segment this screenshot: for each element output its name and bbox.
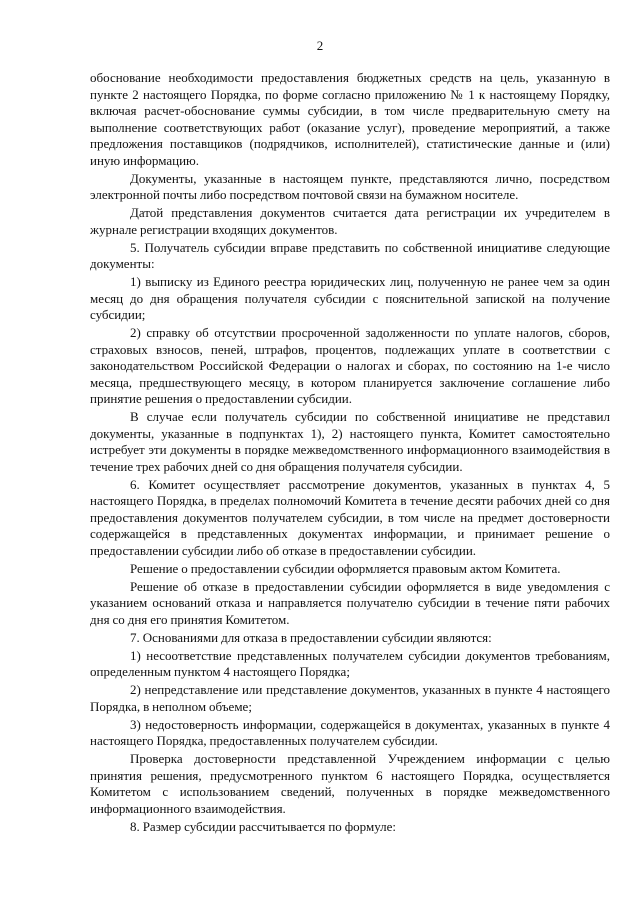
paragraph: Документы, указанные в настоящем пункте, представляются лично, посредством электронной почты либо посредством почтовой связи на бумажном носителе. xyxy=(90,170,610,202)
paragraph: 6. Комитет осуществляет рассмотрение документов, указанных в пунктах 4, 5 настоящего Порядка, в пределах полномочий Комитета в течение десяти рабочих дней со дня предоставления документов получателем субсидии, в том числе на предмет достоверности содержащейся в представленных документах информации, и принимает решение о предоставлении субсидии либо об отказе в предоставлении субсидии. xyxy=(90,476,610,558)
paragraph: 7. Основаниями для отказа в предоставлении субсидии являются: xyxy=(130,629,492,645)
page-number: 2 xyxy=(316,38,324,53)
paragraph: 2) непредставление или представление документов, указанных в пункте 4 настоящего Порядка, в неполном объеме; xyxy=(90,682,610,714)
paragraph: Решение об отказе в предоставлении субсидии оформляется в виде уведомления с указанием оснований отказа и направляется получателю субсидии в течение пяти рабочих дня со дня его принятия Комитетом. xyxy=(90,578,610,627)
paragraph: 3) недостоверность информации, содержащейся в документах, указанных в пункте 4 настоящего Порядка, предоставленных получателем субсидии. xyxy=(90,716,610,748)
paragraph: Решение о предоставлении субсидии оформляется правовым актом Комитета. xyxy=(130,560,561,576)
paragraph: Проверка достоверности представленной Учреждением информации с целью принятия решения, предусмотренного пунктом 6 настоящего Порядка, осуществляется Комитетом с использованием сведений, полученных в порядке межведомственного информационного взаимодействия. xyxy=(90,751,610,816)
paragraph: 8. Размер субсидии рассчитывается по формуле: xyxy=(130,818,397,834)
paragraph: 5. Получатель субсидии вправе представить по собственной инициативе следующие документы: xyxy=(90,239,610,271)
paragraph: 1) выписку из Единого реестра юридических лиц, полученную не ранее чем за один месяц до дня обращения получателя субсидии с пояснительной запиской на получение субсидии; xyxy=(90,274,610,322)
paragraph: 2) справку об отсутствии просроченной задолженности по уплате налогов, сборов, страховых взносов, пеней, штрафов, процентов, подлежащих уплате в соответствии с законодательством Российской Федерации о налогах и сборах, по состоянию на 1-е число месяца, предшествующего месяцу, в котором планируется заключение соглашение либо принятие решения о предоставлении субсидии. xyxy=(90,325,610,406)
document-body xyxy=(90,70,610,837)
paragraph: обоснование необходимости предоставления бюджетных средств на цель, указанную в пункте 2 настоящего Порядка, по форме согласно приложению № 1 к настоящему Порядку, включая расчет-обоснование суммы субсидии, в том числе предварительную смету на выполнение соответствующих работ (оказание услуг), проведение мероприятий, а также предложения поставщиков (подрядчиков, исполнителей), статистические данные и (или) иную информацию. xyxy=(90,70,610,168)
paragraph: В случае если получатель субсидии по собственной инициативе не представил документы, указанные в подпунктах 1), 2) настоящего пункта, Комитет самостоятельно истребует эти документы в порядке межведомственного информационного взаимодействия в течение трех рабочих дней со дня обращения получателя субсидии. xyxy=(90,409,610,474)
paragraph: Датой представления документов считается дата регистрации их учредителем в журнале регистрации входящих документов. xyxy=(90,205,610,237)
paragraph: 1) несоответствие представленных получателем субсидии документов требованиям, определенным пунктом 4 настоящего Порядка; xyxy=(90,647,610,679)
